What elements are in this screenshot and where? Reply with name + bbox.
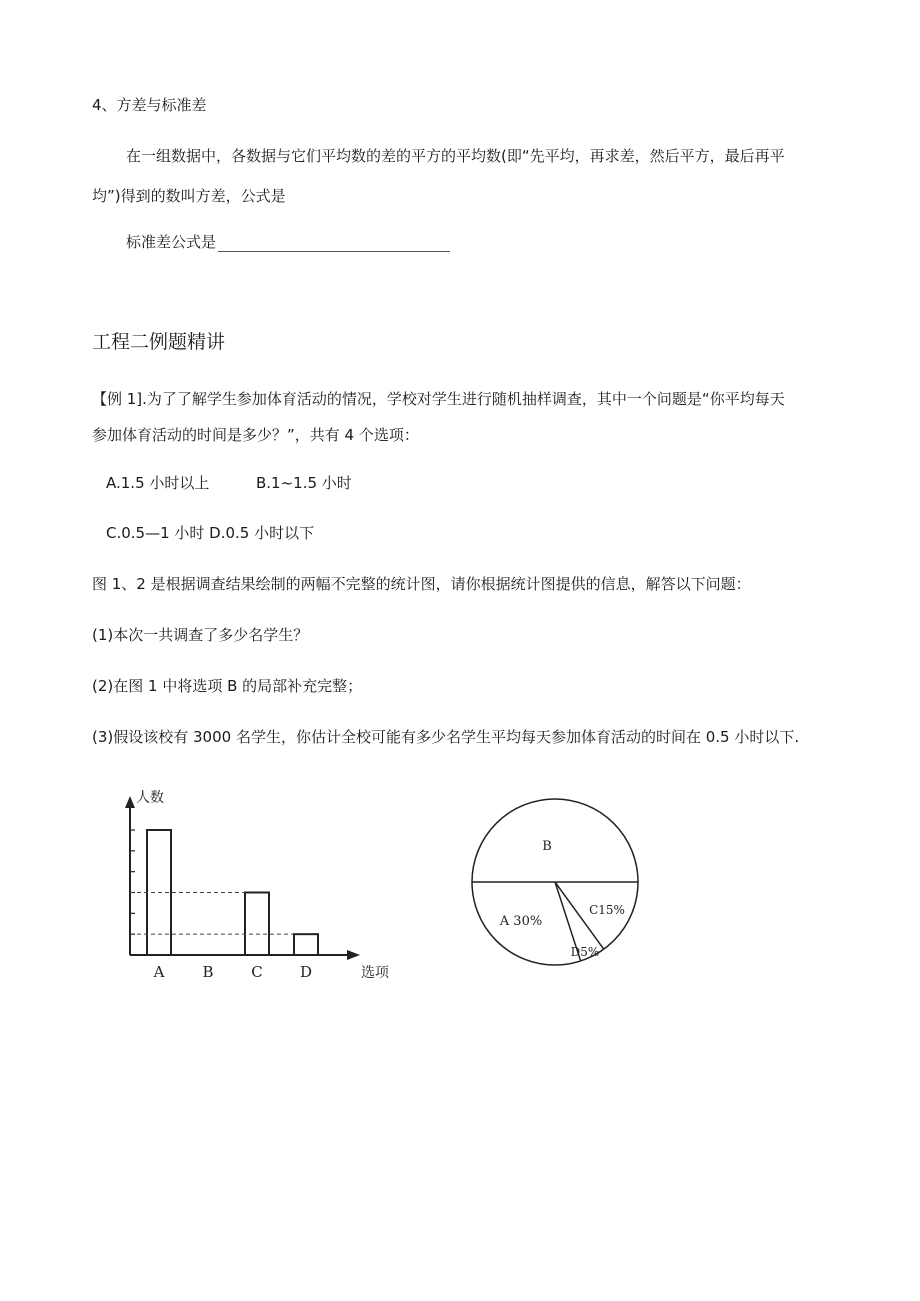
x-tick-label-D: D [299, 963, 313, 981]
question-3: (3)假设该校有 3000 名学生，你估计全校可能有多少名学生平均每天参加体育活动的时间在 0.5 小时以下. [92, 728, 800, 746]
pie-label-B: B [542, 839, 552, 854]
bar-D [294, 934, 318, 955]
section4-title: 4、方差与标准差 [92, 96, 207, 114]
variance-paragraph-line1: 在一组数据中，各数据与它们平均数的差的平方的平均数(即“先平均，再求差，然后平方，最后再平 [126, 147, 785, 165]
x-axis-label: 选项 [361, 965, 389, 981]
pie-chart-slices [472, 799, 638, 965]
y-axis-label: 人数 [136, 790, 164, 806]
x-tick-label-A: A [153, 963, 165, 981]
std-formula-row [126, 232, 450, 252]
question-1: (1)本次一共调查了多少名学生？ [92, 626, 309, 644]
option-c-d: C.0.5—1 小时 D.0.5 小时以下 [106, 524, 315, 542]
pie-label-A: A 30% [499, 914, 543, 929]
std-formula-label: 标准差公式是 [126, 233, 217, 251]
option-a: A.1.5 小时以上 [106, 474, 210, 492]
std-formula-blank[interactable] [218, 235, 450, 252]
figure-intro: 图 1、2 是根据调查结果绘制的两幅不完整的统计图，请你根据统计图提供的信息，解答以下问题： [92, 575, 751, 593]
bar-chart [110, 780, 400, 990]
x-axis-arrow [347, 950, 360, 960]
variance-paragraph-line2: 均”)得到的数叫方差，公式是 [92, 187, 286, 205]
pie-label-D: D5% [570, 945, 600, 959]
x-tick-label-C: C [251, 963, 263, 981]
section-heading: 工程二例题精讲 [92, 331, 226, 353]
pie-label-C: C15% [589, 903, 625, 917]
question-2: (2)在图 1 中将选项 B 的局部补充完整； [92, 677, 363, 695]
example-line1: 【例 1].为了了解学生参加体育活动的情况，学校对学生进行随机抽样调查，其中一个问题是“你平均每天 [92, 390, 785, 408]
bar-C [245, 893, 269, 956]
x-tick-label-B: B [202, 963, 214, 981]
bar-chart-bars [130, 830, 318, 955]
example-line2: 参加体育活动的时间是多少？”，共有 4 个选项： [92, 426, 419, 444]
option-b: B.1~1.5 小时 [256, 474, 352, 492]
y-axis-arrow [125, 796, 135, 808]
pie-chart [460, 782, 650, 982]
